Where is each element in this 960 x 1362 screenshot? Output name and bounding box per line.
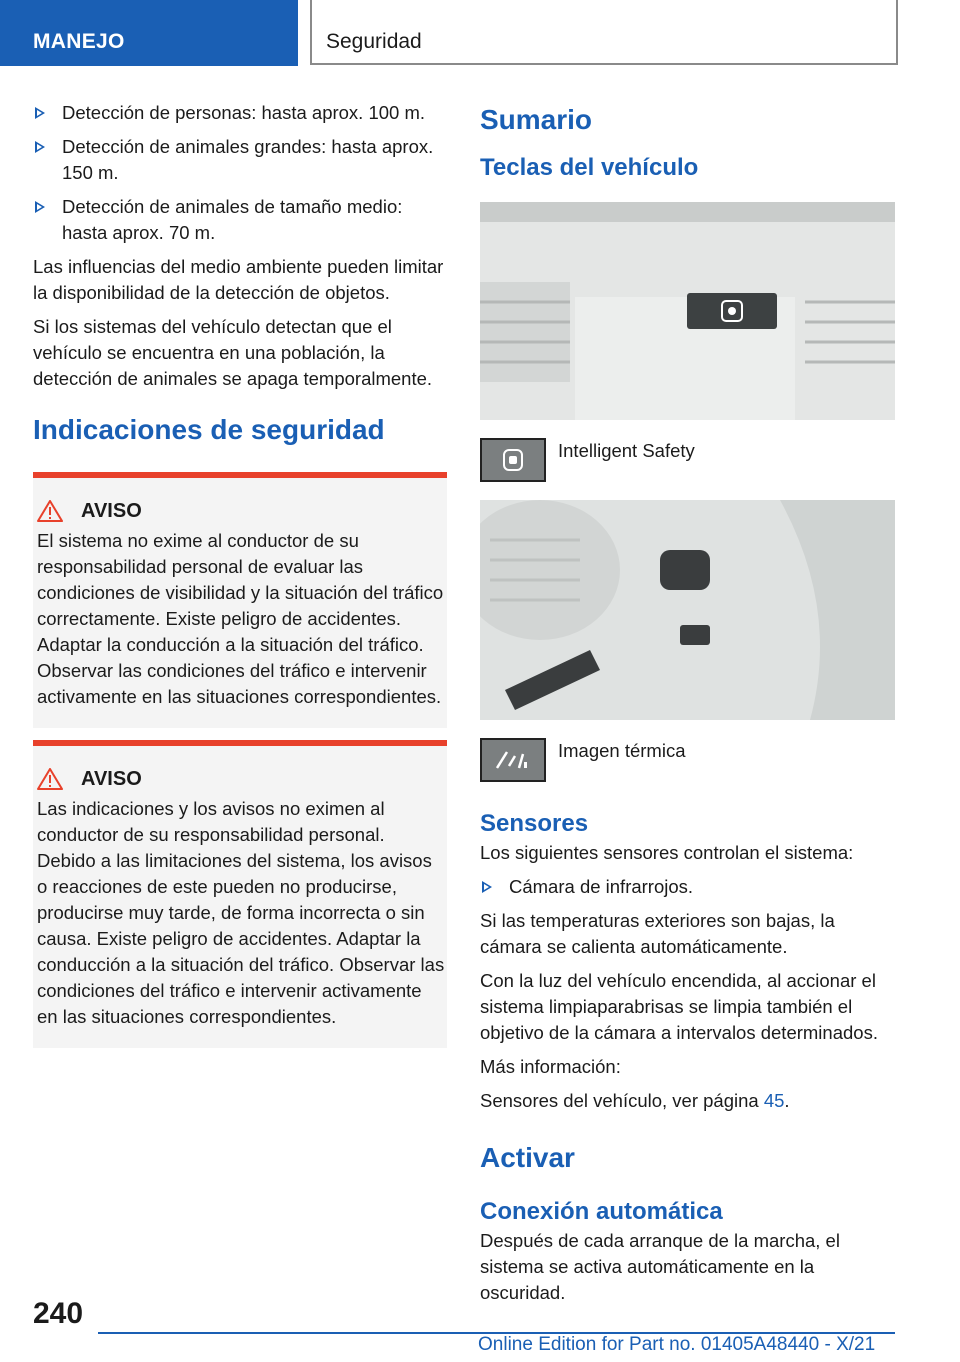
reference-text: Sensores del vehículo, ver página — [480, 1090, 764, 1111]
triangle-bullet-icon — [35, 201, 45, 213]
chapter-label: Seguridad — [326, 30, 422, 53]
list-item — [33, 194, 447, 246]
list-item-text: Detección de personas: hasta aprox. 100 m. — [62, 102, 426, 123]
list-item — [33, 134, 447, 186]
warning-box — [33, 472, 447, 728]
section-heading: Indicaciones de seguridad — [33, 414, 385, 445]
triangle-bullet-icon — [482, 881, 492, 893]
paragraph: Si las temperaturas exteriores son bajas, la cámara se calienta automáticamente. — [480, 910, 835, 957]
caption-row — [480, 738, 895, 782]
heading-sensores: Sensores — [480, 810, 589, 837]
caption-text: Intelligent Safety — [558, 440, 695, 461]
paragraph: Si los sistemas del vehículo detectan que el vehículo se encuentra en una población, la detección de animales se apaga temporalmente. — [33, 316, 433, 389]
section-label: MANEJO — [33, 30, 125, 53]
heading-sumario: Sumario — [480, 104, 593, 135]
triangle-bullet-icon — [35, 141, 45, 153]
warning-text: Las indicaciones y los avisos no eximen al conductor de su responsabilidad personal. Debido a las limitaciones del sistema, los avisos o reacciones de este pueden no producirse, producirse muy tarde, de forma incorrecta o sin causa. Existe peligro de accidentes. Adaptar la conducción a la situación del tráfico. Observar las condiciones del tráfico e intervenir activamente en las situaciones correspondientes. — [37, 798, 445, 1027]
caption-text: Imagen térmica — [558, 740, 686, 761]
reference-suffix: . — [784, 1090, 790, 1111]
chapter-tab — [310, 0, 898, 65]
section-tab — [0, 0, 298, 66]
thermal-image-icon — [480, 738, 546, 782]
warning-triangle-icon — [37, 500, 63, 522]
heading-teclas: Teclas del vehículo — [480, 154, 699, 181]
heading-activar: Activar — [480, 1142, 575, 1173]
warning-box — [33, 740, 447, 1048]
warning-triangle-icon — [37, 768, 63, 790]
paragraph: Los siguientes sensores controlan el sistema: — [480, 842, 854, 863]
paragraph: Más información: — [480, 1056, 621, 1077]
dashboard-buttons-photo — [480, 202, 895, 420]
paragraph: Las influencias del medio ambiente pueden limitar la disponibilidad de la detección de objetos. — [33, 256, 444, 303]
edition-label: Online Edition for Part no. 01405A48440 - X/21 — [478, 1334, 876, 1355]
triangle-bullet-icon — [35, 107, 45, 119]
list-item — [33, 100, 447, 126]
cross-reference — [480, 1088, 895, 1114]
caption-row — [480, 438, 895, 482]
warning-title: AVISO — [81, 768, 142, 790]
list-item-text: Detección de animales grandes: hasta aprox. 150 m. — [62, 136, 434, 183]
list-item-text: Detección de animales de tamaño medio: hasta aprox. 70 m. — [62, 196, 403, 243]
right-column — [480, 102, 895, 1314]
left-column — [33, 100, 447, 1060]
warning-title: AVISO — [81, 500, 142, 522]
paragraph: Con la luz del vehículo encendida, al accionar el sistema limpiaparabrisas se limpia también el objetivo de la cámara a intervalos determinados. — [480, 970, 878, 1043]
paragraph: Después de cada arranque de la marcha, el sistema se activa automáticamente en la oscuridad. — [480, 1230, 840, 1303]
heading-conexion: Conexión automática — [480, 1198, 723, 1225]
list-item-text: Cámara de infrarrojos. — [509, 876, 694, 897]
page-number: 240 — [33, 1297, 84, 1330]
intelligent-safety-icon — [480, 438, 546, 482]
steering-column-photo — [480, 500, 895, 720]
list-item — [480, 874, 895, 900]
warning-text: El sistema no exime al conductor de su responsabilidad personal de evaluar las condiciones de visibilidad y la situación del tráfico correctamente. Existe peligro de accidentes. Adaptar la conducción a la situación del tráfico. Observar las condiciones del tráfico e intervenir activamente en las situaciones correspondientes. — [37, 530, 444, 707]
page-link[interactable]: 45 — [763, 1090, 785, 1111]
